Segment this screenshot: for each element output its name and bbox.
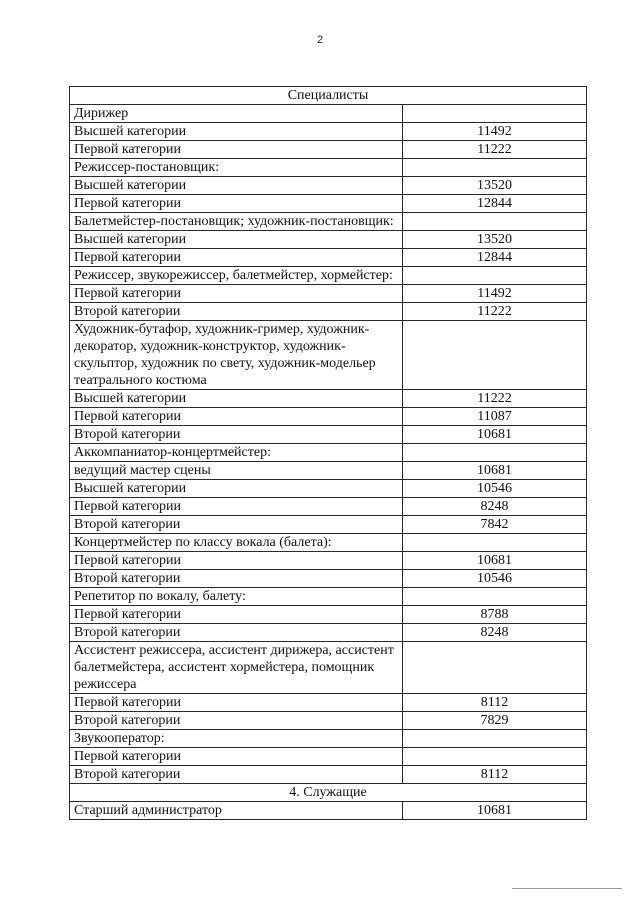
salary-value: 11222 — [403, 141, 587, 159]
section-header: Специалисты — [70, 87, 587, 105]
table-row — [70, 606, 587, 624]
salary-value — [403, 444, 587, 462]
salary-value: 7842 — [403, 516, 587, 534]
position-label: Второй категории — [70, 624, 403, 642]
salary-value — [403, 534, 587, 552]
salary-value: 10681 — [403, 462, 587, 480]
table-row — [70, 730, 587, 748]
salary-value: 11222 — [403, 303, 587, 321]
section-header-row — [70, 87, 587, 105]
salary-value: 8788 — [403, 606, 587, 624]
table-row — [70, 534, 587, 552]
salary-value — [403, 748, 587, 766]
table-row — [70, 390, 587, 408]
salary-value: 13520 — [403, 231, 587, 249]
position-label: Первой категории — [70, 748, 403, 766]
position-label: Первой категории — [70, 141, 403, 159]
salary-value: 8248 — [403, 624, 587, 642]
salary-value: 11222 — [403, 390, 587, 408]
table-row — [70, 748, 587, 766]
table-row — [70, 552, 587, 570]
table-row — [70, 498, 587, 516]
table-row — [70, 444, 587, 462]
salary-value: 10546 — [403, 570, 587, 588]
salary-value: 8112 — [403, 694, 587, 712]
position-label: Второй категории — [70, 570, 403, 588]
salary-value: 12844 — [403, 249, 587, 267]
position-label: Режиссер-постановщик: — [70, 159, 403, 177]
section-header-row — [70, 784, 587, 802]
position-label: Дирижер — [70, 105, 403, 123]
position-label: Второй категории — [70, 766, 403, 784]
salary-value: 11492 — [403, 285, 587, 303]
table-row — [70, 285, 587, 303]
salary-value — [403, 267, 587, 285]
salary-value: 13520 — [403, 177, 587, 195]
salary-value — [403, 213, 587, 231]
table-row — [70, 426, 587, 444]
position-label: Высшей категории — [70, 123, 403, 141]
position-label: Первой категории — [70, 408, 403, 426]
position-label: Концертмейстер по классу вокала (балета): — [70, 534, 403, 552]
table-row — [70, 570, 587, 588]
salary-value: 8112 — [403, 766, 587, 784]
position-label: ведущий мастер сцены — [70, 462, 403, 480]
position-label: Высшей категории — [70, 390, 403, 408]
position-label: Первой категории — [70, 285, 403, 303]
position-label: Балетмейстер-постановщик; художник-постановщик: — [70, 213, 403, 231]
salary-value — [403, 730, 587, 748]
salary-value: 10681 — [403, 552, 587, 570]
position-label: Репетитор по вокалу, балету: — [70, 588, 403, 606]
table-row — [70, 249, 587, 267]
table-row — [70, 141, 587, 159]
salary-value: 10681 — [403, 802, 587, 820]
salary-value: 11087 — [403, 408, 587, 426]
position-label: Первой категории — [70, 195, 403, 213]
table-row — [70, 588, 587, 606]
table-row — [70, 408, 587, 426]
table-row — [70, 159, 587, 177]
table-row — [70, 231, 587, 249]
table-row — [70, 694, 587, 712]
table-row — [70, 712, 587, 730]
table-row — [70, 195, 587, 213]
salary-value: 10681 — [403, 426, 587, 444]
salary-value — [403, 159, 587, 177]
table-row — [70, 177, 587, 195]
position-label: Высшей категории — [70, 480, 403, 498]
position-label: Второй категории — [70, 516, 403, 534]
salary-value — [403, 588, 587, 606]
salary-value: 8248 — [403, 498, 587, 516]
table-row — [70, 321, 587, 390]
position-label: Первой категории — [70, 552, 403, 570]
position-label: Первой категории — [70, 498, 403, 516]
table-row — [70, 802, 587, 820]
position-label: Первой категории — [70, 606, 403, 624]
salary-value: 7829 — [403, 712, 587, 730]
salary-value: 10546 — [403, 480, 587, 498]
table-row — [70, 267, 587, 285]
position-label: Аккомпаниатор-концертмейстер: — [70, 444, 403, 462]
table-row — [70, 480, 587, 498]
table-row — [70, 516, 587, 534]
table-row — [70, 462, 587, 480]
table-row — [70, 123, 587, 141]
position-label: Второй категории — [70, 426, 403, 444]
position-label: Высшей категории — [70, 177, 403, 195]
position-label: Режиссер, звукорежиссер, балетмейстер, хормейстер: — [70, 267, 403, 285]
position-label: Высшей категории — [70, 231, 403, 249]
position-label: Старший администратор — [70, 802, 403, 820]
page-number: 2 — [316, 34, 324, 46]
position-label: Первой категории — [70, 694, 403, 712]
table-row — [70, 303, 587, 321]
salary-value: 12844 — [403, 195, 587, 213]
table-row — [70, 213, 587, 231]
section2-header: 4. Служащие — [70, 784, 587, 802]
salary-value — [403, 321, 587, 390]
position-label: Ассистент режиссера, ассистент дирижера, ассистент балетмейстера, ассистент хормейстера, помощник режиссера — [70, 642, 403, 694]
scan-edge-line — [512, 888, 622, 889]
salary-table — [69, 86, 587, 820]
table-row — [70, 624, 587, 642]
position-label: Первой категории — [70, 249, 403, 267]
position-label: Звукооператор: — [70, 730, 403, 748]
salary-value — [403, 642, 587, 694]
salary-value: 11492 — [403, 123, 587, 141]
position-label: Второй категории — [70, 712, 403, 730]
position-label: Второй категории — [70, 303, 403, 321]
position-label: Художник-бутафор, художник-гример, художник-декоратор, художник-конструктор, художник-скульптор, художник по свету, художник-модельер театрального костюма — [70, 321, 403, 390]
table-row — [70, 642, 587, 694]
table-row — [70, 105, 587, 123]
salary-value — [403, 105, 587, 123]
table-row — [70, 766, 587, 784]
